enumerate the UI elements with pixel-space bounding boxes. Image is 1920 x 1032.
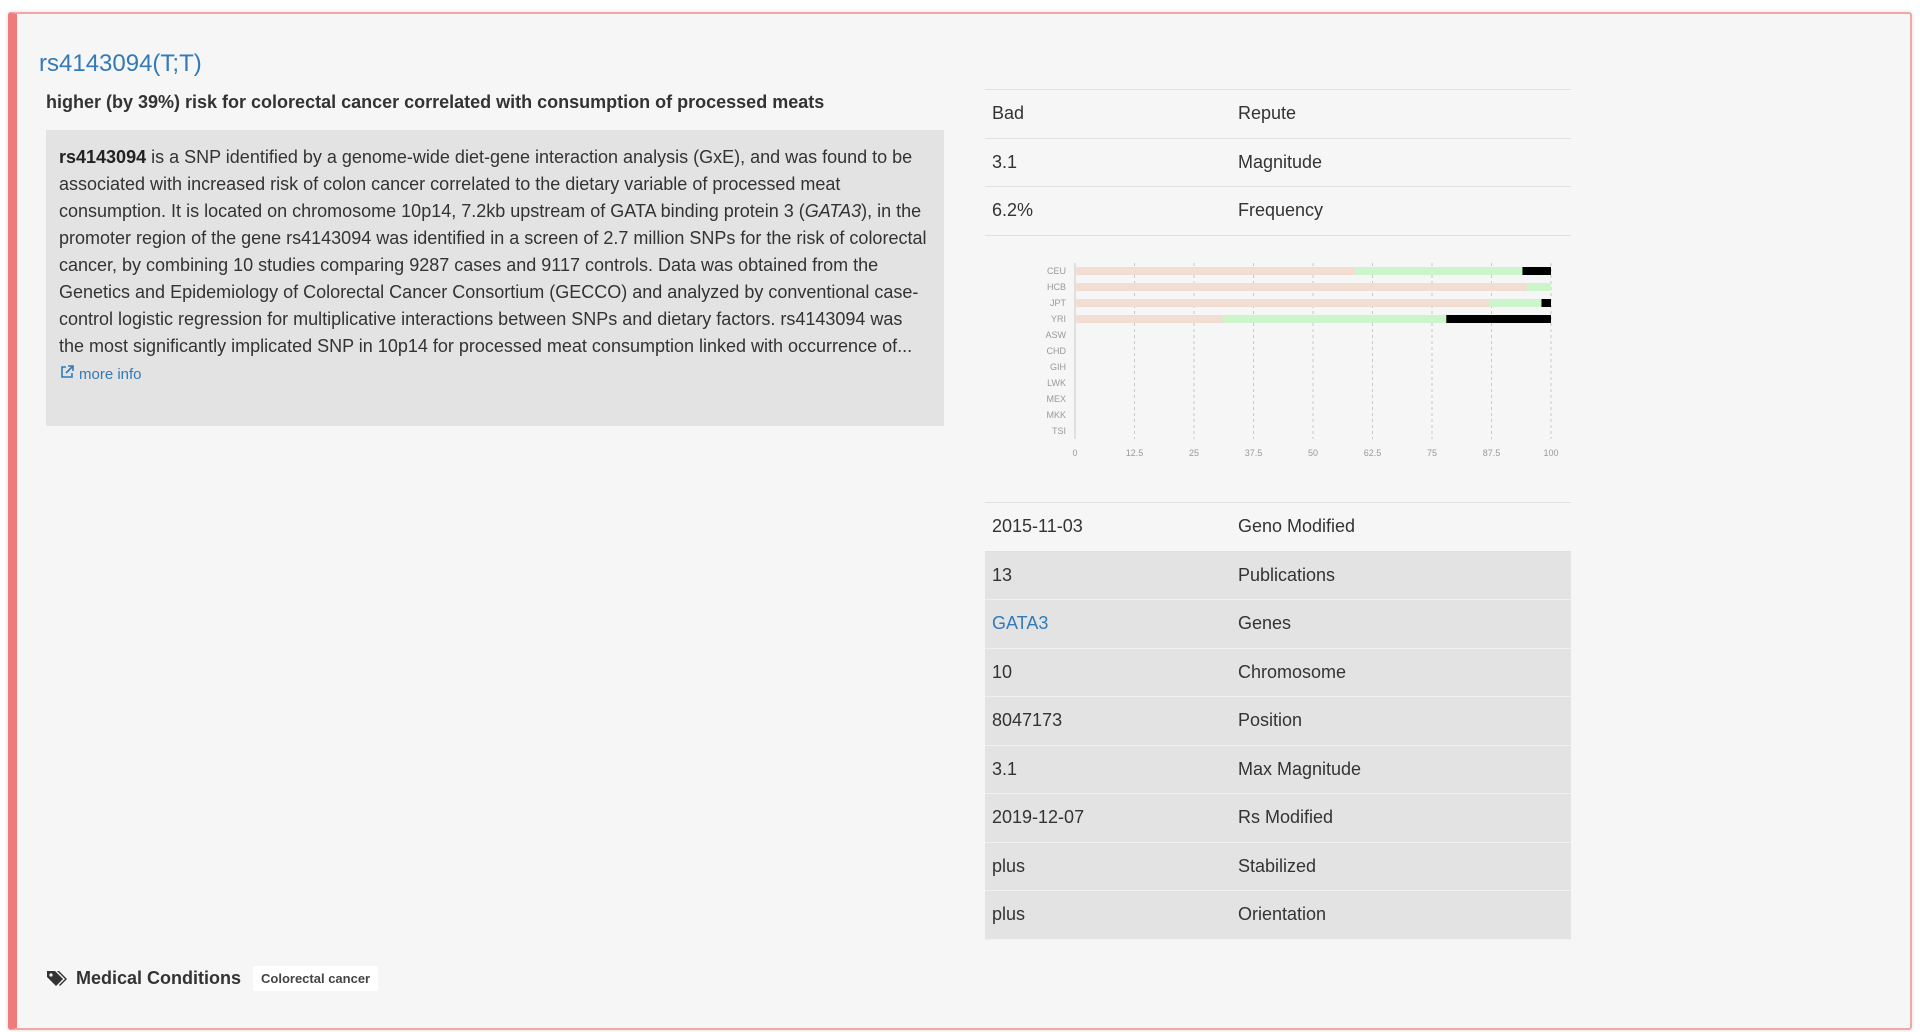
- x-tick-label: 75: [1426, 448, 1438, 458]
- description-part-a: is a SNP identified by a genome-wide diet-gene interaction analysis (GxE), and was found to be associated with increased risk of colon cancer correlated to the dietary variable of processed meat consumption. It is located on chromosome 10p14, 7.2kb upstream of GATA binding protein 3 (: [59, 147, 913, 221]
- more-info-link[interactable]: [59, 364, 142, 384]
- table-row: [985, 843, 1571, 892]
- y-category-label: MEX: [1046, 394, 1066, 404]
- tags-icon: [46, 970, 68, 988]
- x-tick-label: 100: [1543, 448, 1559, 458]
- frequency-bar-segment: [1527, 283, 1551, 291]
- y-category-label: CHD: [1046, 346, 1066, 356]
- y-category-label: ASW: [1045, 330, 1066, 340]
- frequency-bar-segment: [1489, 299, 1541, 307]
- y-category-label: YRI: [1050, 314, 1066, 324]
- table-row: [985, 746, 1571, 795]
- external-link-icon: [59, 364, 75, 384]
- snp-details-table: [985, 502, 1571, 940]
- row-value: Bad: [992, 103, 1025, 124]
- y-category-label: CEU: [1046, 266, 1066, 276]
- frequency-bar-segment: [1075, 267, 1356, 275]
- row-key: Rs Modified: [1238, 807, 1334, 828]
- condition-tag[interactable]: Colorectal cancer: [253, 966, 378, 991]
- medical-conditions-label: Medical Conditions: [76, 968, 242, 988]
- row-key: Position: [1238, 710, 1303, 731]
- table-row: [985, 503, 1571, 552]
- gene-link[interactable]: GATA3: [992, 613, 1049, 634]
- row-key: Stabilized: [1238, 855, 1317, 876]
- x-tick-label: 50: [1307, 448, 1319, 458]
- frequency-bar-segment: [1541, 299, 1551, 307]
- row-value: plus: [992, 855, 1026, 876]
- y-category-label: HCB: [1046, 282, 1066, 292]
- row-key: Repute: [1238, 103, 1297, 124]
- table-row: [985, 891, 1571, 940]
- x-tick-label: 25: [1188, 448, 1200, 458]
- table-row: [985, 552, 1571, 601]
- description-box: [46, 130, 944, 426]
- row-value: 2015-11-03: [992, 516, 1083, 537]
- row-value: 10: [992, 661, 1013, 682]
- y-category-label: MKK: [1046, 410, 1066, 420]
- y-category-label: GIH: [1049, 362, 1066, 372]
- x-tick-label: 0: [1072, 448, 1078, 458]
- table-row: [985, 187, 1571, 236]
- row-value: 3.1: [992, 758, 1018, 779]
- row-value: 3.1: [992, 151, 1018, 172]
- row-key: Max Magnitude: [1238, 758, 1362, 779]
- row-key: Chromosome: [1238, 661, 1347, 682]
- frequency-bar-segment: [1446, 315, 1551, 323]
- y-category-label: LWK: [1047, 378, 1066, 388]
- table-row: [985, 600, 1571, 649]
- x-tick-label: 12.5: [1125, 448, 1144, 458]
- row-key: Publications: [1238, 564, 1336, 585]
- row-value: 6.2%: [992, 200, 1034, 221]
- row-value: 13: [992, 564, 1013, 585]
- row-key: Orientation: [1238, 904, 1327, 925]
- y-category-label: JPT: [1049, 298, 1066, 308]
- genotype-summary: higher (by 39%) risk for colorectal cancer correlated with consumption of processed meats: [46, 92, 825, 112]
- row-value: 8047173: [992, 710, 1063, 731]
- frequency-chart-svg: [1020, 255, 1570, 465]
- table-row: [985, 794, 1571, 843]
- population-frequency-chart: [1020, 255, 1570, 465]
- table-row: [985, 139, 1571, 188]
- table-row: [985, 90, 1571, 139]
- table-row: [985, 697, 1571, 746]
- row-value: plus: [992, 904, 1026, 925]
- genotype-summary-table: [985, 89, 1571, 236]
- description-part-b: ), in the promoter region of the gene rs4143094 was identified in a screen of 2.7 million SNPs for the risk of colorectal cancer, by combining 10 studies comparing 9287 cases and 9117 controls. Data was obtained from the Genetics and Epidemiology of Colorectal Cancer Consortium (GECCO) and analyzed by conventional case-control logistic regression for multiplicative interactions between SNPs and dietary factors. rs4143094 was the most significantly implicated SNP in 10p14 for processed meat consumption linked with occurrence of...: [59, 201, 927, 356]
- row-key: Frequency: [1238, 200, 1324, 221]
- table-row: [985, 649, 1571, 698]
- x-tick-label: 37.5: [1244, 448, 1263, 458]
- y-category-label: TSI: [1051, 426, 1066, 436]
- x-tick-label: 87.5: [1482, 448, 1501, 458]
- frequency-bar-segment: [1522, 267, 1551, 275]
- frequency-bar-segment: [1075, 315, 1223, 323]
- genotype-title[interactable]: rs4143094(T;T): [39, 50, 202, 77]
- x-tick-label: 62.5: [1363, 448, 1382, 458]
- row-key: Magnitude: [1238, 151, 1323, 172]
- more-info-label: more info: [79, 365, 142, 383]
- description-text: [59, 144, 931, 360]
- frequency-bar-segment: [1075, 299, 1489, 307]
- description-gene: GATA3: [804, 201, 862, 221]
- frequency-bar-segment: [1356, 267, 1523, 275]
- frequency-bar-segment: [1075, 283, 1527, 291]
- row-key: Geno Modified: [1238, 516, 1356, 537]
- description-rsid: rs4143094: [59, 147, 147, 167]
- frequency-bar-segment: [1223, 315, 1447, 323]
- medical-conditions: [46, 966, 378, 991]
- row-value: 2019-12-07: [992, 807, 1085, 828]
- row-key: Genes: [1238, 613, 1292, 634]
